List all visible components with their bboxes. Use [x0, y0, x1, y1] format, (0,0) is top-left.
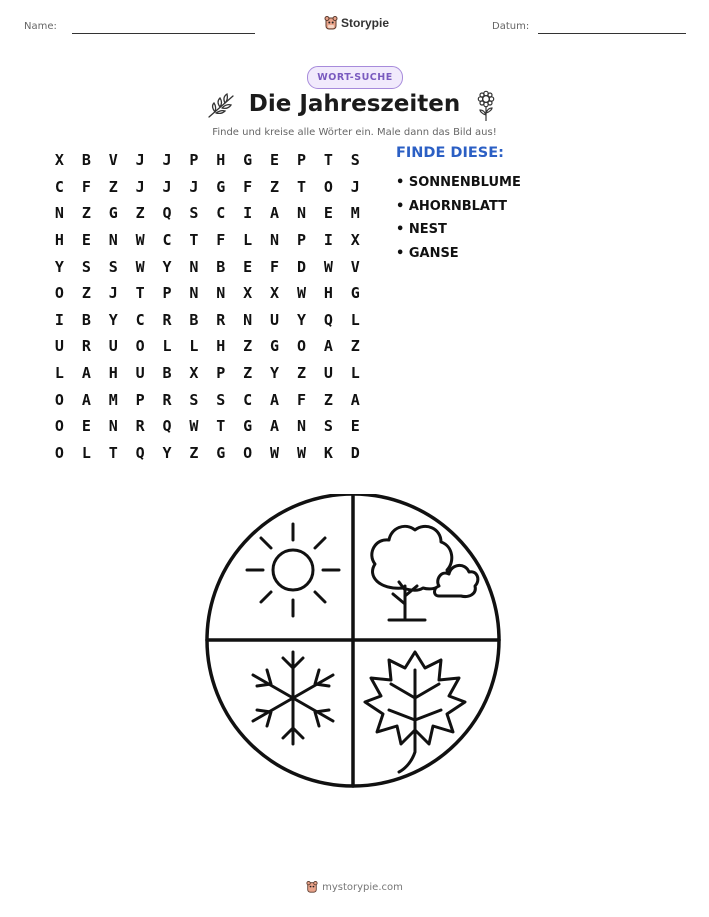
grid-letter[interactable]: Y: [54, 257, 64, 276]
grid-letter[interactable]: X: [350, 231, 360, 250]
grid-letter[interactable]: W: [323, 257, 333, 276]
grid-letter[interactable]: C: [216, 204, 226, 223]
grid-letter[interactable]: P: [216, 364, 226, 383]
grid-row: [46, 147, 369, 174]
grid-letter[interactable]: C: [243, 390, 253, 409]
grid-letter[interactable]: W: [189, 417, 199, 436]
grid-letter[interactable]: Z: [135, 204, 145, 223]
grid-letter[interactable]: G: [350, 284, 360, 303]
grid-letter[interactable]: O: [135, 337, 145, 356]
grid-letter[interactable]: J: [135, 177, 145, 196]
grid-letter[interactable]: O: [54, 417, 64, 436]
leaf-icon: [365, 652, 465, 772]
footer-url[interactable]: mystorypie.com: [322, 881, 403, 893]
grid-letter[interactable]: S: [81, 257, 91, 276]
grid-letter[interactable]: E: [81, 231, 91, 250]
grid-letter[interactable]: N: [108, 417, 118, 436]
grid-letter[interactable]: N: [189, 257, 199, 276]
letter-grid[interactable]: [46, 147, 369, 466]
grid-letter[interactable]: J: [108, 284, 118, 303]
grid-letter[interactable]: Y: [162, 257, 172, 276]
grid-letter[interactable]: F: [270, 257, 280, 276]
grid-letter[interactable]: P: [135, 390, 145, 409]
grid-letter[interactable]: O: [243, 443, 253, 462]
grid-letter[interactable]: Z: [243, 364, 253, 383]
grid-letter[interactable]: S: [216, 390, 226, 409]
footer: [0, 880, 709, 894]
grid-letter[interactable]: B: [162, 364, 172, 383]
grid-letter[interactable]: U: [108, 337, 118, 356]
grid-letter[interactable]: A: [350, 390, 360, 409]
word-list-title: FINDE DIESE:: [396, 145, 504, 161]
grid-letter[interactable]: L: [350, 364, 360, 383]
worksheet-type-badge: WORT-SUCHE: [307, 66, 403, 89]
sun-icon: [247, 524, 339, 616]
grid-letter[interactable]: I: [323, 231, 333, 250]
grid-letter[interactable]: L: [162, 337, 172, 356]
grid-row: [46, 280, 369, 307]
grid-letter[interactable]: Z: [243, 337, 253, 356]
grid-letter[interactable]: N: [54, 204, 64, 223]
grid-letter[interactable]: U: [270, 310, 280, 329]
storypie-mascot-icon: [306, 880, 318, 894]
grid-row: [46, 307, 369, 334]
grid-letter[interactable]: N: [189, 284, 199, 303]
grid-letter[interactable]: N: [296, 417, 306, 436]
grid-row: [46, 333, 369, 360]
grid-letter[interactable]: T: [189, 231, 199, 250]
grid-letter[interactable]: S: [108, 257, 118, 276]
grid-letter[interactable]: L: [189, 337, 199, 356]
grid-letter[interactable]: Q: [162, 204, 172, 223]
instructions: Finde und kreise alle Wörter ein. Male dann das Bild aus!: [212, 127, 497, 138]
brand-name: Storypie: [341, 16, 390, 30]
grid-letter[interactable]: O: [54, 284, 64, 303]
grid-letter[interactable]: V: [108, 151, 118, 170]
grid-letter[interactable]: W: [296, 443, 306, 462]
grid-letter[interactable]: N: [108, 231, 118, 250]
grid-letter[interactable]: X: [270, 284, 280, 303]
grid-letter[interactable]: L: [81, 443, 91, 462]
grid-letter[interactable]: N: [270, 231, 280, 250]
grid-row: [46, 440, 369, 467]
grid-letter[interactable]: T: [323, 151, 333, 170]
grid-letter[interactable]: T: [108, 443, 118, 462]
grid-letter[interactable]: Z: [270, 177, 280, 196]
grid-letter[interactable]: E: [270, 151, 280, 170]
grid-row: [46, 413, 369, 440]
grid-letter[interactable]: Z: [350, 337, 360, 356]
grid-letter[interactable]: Z: [189, 443, 199, 462]
name-field[interactable]: [72, 33, 255, 34]
word-item: • SONNENBLUME: [396, 175, 521, 190]
grid-letter[interactable]: K: [323, 443, 333, 462]
grid-letter[interactable]: R: [81, 337, 91, 356]
grid-letter[interactable]: V: [350, 257, 360, 276]
grid-letter[interactable]: C: [135, 310, 145, 329]
grid-letter[interactable]: B: [189, 310, 199, 329]
grid-row: [46, 386, 369, 413]
grid-letter[interactable]: P: [296, 231, 306, 250]
grid-letter[interactable]: R: [162, 390, 172, 409]
seasons-coloring-picture[interactable]: [203, 494, 503, 790]
grid-letter[interactable]: G: [243, 417, 253, 436]
grid-letter[interactable]: O: [54, 443, 64, 462]
grid-row: [46, 174, 369, 201]
grid-letter[interactable]: U: [135, 364, 145, 383]
grid-letter[interactable]: F: [81, 177, 91, 196]
grid-letter[interactable]: N: [296, 204, 306, 223]
grid-letter[interactable]: R: [162, 310, 172, 329]
grid-letter[interactable]: X: [243, 284, 253, 303]
grid-letter[interactable]: G: [216, 177, 226, 196]
grid-letter[interactable]: H: [216, 151, 226, 170]
grid-letter[interactable]: I: [54, 310, 64, 329]
grid-letter[interactable]: Z: [81, 284, 91, 303]
grid-letter[interactable]: O: [323, 177, 333, 196]
grid-letter[interactable]: Q: [135, 443, 145, 462]
brand-logo: [324, 15, 389, 31]
grid-letter[interactable]: H: [108, 364, 118, 383]
grid-letter[interactable]: O: [296, 337, 306, 356]
grid-letter[interactable]: R: [216, 310, 226, 329]
grid-letter[interactable]: A: [270, 204, 280, 223]
date-field[interactable]: [538, 33, 686, 34]
grid-letter[interactable]: L: [350, 310, 360, 329]
grid-letter[interactable]: X: [189, 364, 199, 383]
word-list: [396, 145, 521, 265]
grid-letter[interactable]: O: [54, 390, 64, 409]
grid-letter[interactable]: W: [270, 443, 280, 462]
grid-letter[interactable]: C: [54, 177, 64, 196]
grid-letter[interactable]: Y: [296, 310, 306, 329]
grid-letter[interactable]: E: [243, 257, 253, 276]
grid-letter[interactable]: Y: [162, 443, 172, 462]
grid-letter[interactable]: S: [323, 417, 333, 436]
grid-letter[interactable]: Z: [323, 390, 333, 409]
grid-letter[interactable]: G: [216, 443, 226, 462]
grid-letter[interactable]: B: [81, 151, 91, 170]
grid-letter[interactable]: A: [323, 337, 333, 356]
sunflower-icon: [473, 90, 499, 122]
grid-letter[interactable]: H: [54, 231, 64, 250]
grid-letter[interactable]: Y: [270, 364, 280, 383]
grid-letter[interactable]: X: [54, 151, 64, 170]
grid-letter[interactable]: W: [135, 231, 145, 250]
grid-letter[interactable]: Y: [108, 310, 118, 329]
grid-letter[interactable]: T: [296, 177, 306, 196]
grid-letter[interactable]: T: [216, 417, 226, 436]
grid-letter[interactable]: E: [81, 417, 91, 436]
grid-letter[interactable]: Z: [108, 177, 118, 196]
grid-letter[interactable]: Z: [296, 364, 306, 383]
grid-letter[interactable]: I: [243, 204, 253, 223]
grid-letter[interactable]: S: [189, 204, 199, 223]
grid-letter[interactable]: H: [323, 284, 333, 303]
grid-letter[interactable]: P: [162, 284, 172, 303]
grid-row: [46, 227, 369, 254]
grid-letter[interactable]: P: [189, 151, 199, 170]
grid-letter[interactable]: U: [323, 364, 333, 383]
grid-letter[interactable]: Q: [162, 417, 172, 436]
word-item: • NEST: [396, 222, 447, 237]
grid-letter[interactable]: J: [189, 177, 199, 196]
name-label: Name:: [24, 21, 57, 32]
grid-letter[interactable]: M: [108, 390, 118, 409]
grid-letter[interactable]: W: [135, 257, 145, 276]
grid-letter[interactable]: L: [54, 364, 64, 383]
date-label: Datum:: [492, 21, 530, 32]
grid-letter[interactable]: B: [216, 257, 226, 276]
grid-letter[interactable]: T: [135, 284, 145, 303]
grid-letter[interactable]: J: [135, 151, 145, 170]
grid-row: [46, 253, 369, 280]
grid-letter[interactable]: G: [270, 337, 280, 356]
snowflake-icon: [253, 652, 333, 744]
grid-letter[interactable]: J: [162, 177, 172, 196]
grid-letter[interactable]: G: [108, 204, 118, 223]
grid-letter[interactable]: F: [296, 390, 306, 409]
grid-letter[interactable]: E: [350, 417, 360, 436]
word-item: • AHORNBLATT: [396, 198, 507, 214]
grid-letter[interactable]: M: [350, 204, 360, 223]
grid-letter[interactable]: U: [54, 337, 64, 356]
grid-letter[interactable]: S: [189, 390, 199, 409]
grid-letter[interactable]: L: [243, 231, 253, 250]
grid-letter[interactable]: A: [81, 364, 91, 383]
page-title: Die Jahreszeiten: [248, 91, 461, 117]
grid-letter[interactable]: N: [243, 310, 253, 329]
grid-letter[interactable]: R: [135, 417, 145, 436]
grid-letter[interactable]: W: [296, 284, 306, 303]
word-item: • GANSE: [396, 245, 459, 261]
grid-letter[interactable]: E: [323, 204, 333, 223]
grid-letter[interactable]: C: [162, 231, 172, 250]
storypie-mascot-icon: [324, 15, 338, 31]
grid-letter[interactable]: H: [216, 337, 226, 356]
grid-letter[interactable]: A: [270, 390, 280, 409]
grid-letter[interactable]: J: [350, 177, 360, 196]
grid-letter[interactable]: P: [296, 151, 306, 170]
grid-letter[interactable]: J: [162, 151, 172, 170]
grid-letter[interactable]: Z: [81, 204, 91, 223]
grid-letter[interactable]: A: [270, 417, 280, 436]
grid-letter[interactable]: F: [216, 231, 226, 250]
grid-row: [46, 360, 369, 387]
grid-letter[interactable]: D: [350, 443, 360, 462]
grid-letter[interactable]: N: [216, 284, 226, 303]
grid-letter[interactable]: A: [81, 390, 91, 409]
grid-letter[interactable]: B: [81, 310, 91, 329]
grid-letter[interactable]: Q: [323, 310, 333, 329]
grid-letter[interactable]: G: [243, 151, 253, 170]
grid-letter[interactable]: D: [296, 257, 306, 276]
worksheet-header: [0, 14, 709, 42]
grid-letter[interactable]: F: [243, 177, 253, 196]
grid-row: [46, 200, 369, 227]
grid-letter[interactable]: S: [350, 151, 360, 170]
